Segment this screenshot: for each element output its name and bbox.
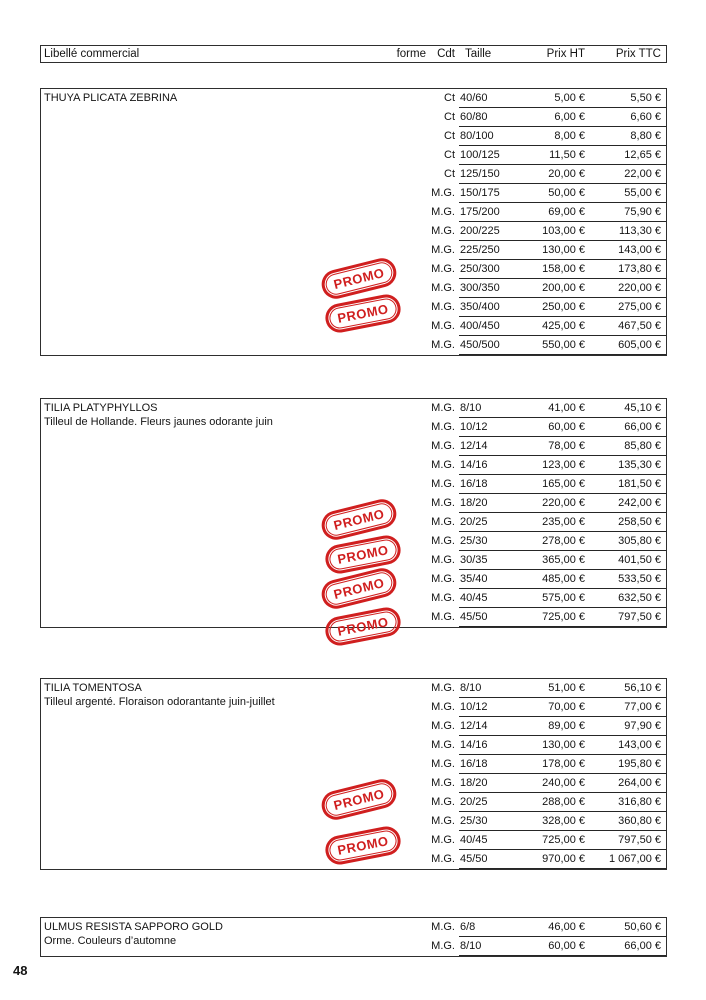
cdt-cell: Ct [444, 149, 455, 161]
prix-ttc-cell: 401,50 € [618, 554, 661, 566]
cdt-cell: M.G. [431, 206, 455, 218]
table-row [41, 336, 666, 355]
cdt-cell: M.G. [431, 554, 455, 566]
prix-ttc-cell: 195,80 € [618, 758, 661, 770]
prix-ttc-cell: 181,50 € [618, 478, 661, 490]
cdt-cell: M.G. [431, 720, 455, 732]
prix-ttc-cell: 632,50 € [618, 592, 661, 604]
product-name: THUYA PLICATA ZEBRINA [44, 92, 178, 104]
product-description: Tilleul argenté. Floraison odorantante juin-juillet [44, 696, 275, 708]
cdt-cell: M.G. [431, 459, 455, 471]
prix-ht-cell: 46,00 € [548, 921, 585, 933]
prix-ttc-cell: 12,65 € [624, 149, 661, 161]
taille-cell: 18/20 [460, 497, 488, 509]
prix-ht-cell: 69,00 € [548, 206, 585, 218]
prix-ttc-cell: 77,00 € [624, 701, 661, 713]
taille-cell: 16/18 [460, 478, 488, 490]
cdt-cell: M.G. [431, 573, 455, 585]
table-row [41, 456, 666, 475]
product-description: Tilleul de Hollande. Fleurs jaunes odorante juin [44, 416, 273, 428]
taille-cell: 250/300 [460, 263, 500, 275]
prix-ttc-cell: 797,50 € [618, 611, 661, 623]
table-row [41, 418, 666, 437]
promo-stamp: PROMO [323, 605, 403, 648]
cdt-cell: M.G. [431, 777, 455, 789]
cdt-cell: M.G. [431, 263, 455, 275]
prix-ttc-cell: 97,90 € [624, 720, 661, 732]
cdt-cell: M.G. [431, 244, 455, 256]
prix-ttc-cell: 5,50 € [630, 92, 661, 104]
prix-ttc-cell: 264,00 € [618, 777, 661, 789]
prix-ttc-cell: 605,00 € [618, 339, 661, 351]
cdt-cell: M.G. [431, 611, 455, 623]
prix-ttc-cell: 1 067,00 € [609, 853, 661, 865]
cdt-cell: M.G. [431, 339, 455, 351]
table-row [41, 399, 666, 418]
taille-cell: 100/125 [460, 149, 500, 161]
prix-ht-cell: 41,00 € [548, 402, 585, 414]
taille-cell: 40/45 [460, 592, 488, 604]
taille-cell: 60/80 [460, 111, 488, 123]
cdt-cell: M.G. [431, 921, 455, 933]
taille-cell: 45/50 [460, 853, 488, 865]
taille-cell: 80/100 [460, 130, 494, 142]
prix-ttc-cell: 467,50 € [618, 320, 661, 332]
table-row [41, 717, 666, 736]
taille-cell: 10/12 [460, 421, 488, 433]
prix-ttc-cell: 75,90 € [624, 206, 661, 218]
product-section [40, 88, 667, 356]
prix-ttc-cell: 66,00 € [624, 421, 661, 433]
cdt-cell: Ct [444, 168, 455, 180]
page-number: 48 [13, 963, 28, 978]
table-row [41, 127, 666, 146]
cdt-cell: M.G. [431, 402, 455, 414]
cdt-cell: M.G. [431, 682, 455, 694]
cdt-cell: M.G. [431, 440, 455, 452]
cdt-cell: M.G. [431, 225, 455, 237]
promo-stamp: PROMO [323, 292, 403, 335]
table-row [41, 437, 666, 456]
cdt-cell: M.G. [431, 516, 455, 528]
prix-ht-cell: 235,00 € [542, 516, 585, 528]
promo-stamp: PROMO [319, 496, 400, 543]
prix-ht-cell: 575,00 € [542, 592, 585, 604]
taille-cell: 125/150 [460, 168, 500, 180]
cdt-cell: M.G. [431, 187, 455, 199]
cdt-cell: M.G. [431, 834, 455, 846]
cdt-cell: M.G. [431, 815, 455, 827]
taille-cell: 30/35 [460, 554, 488, 566]
prix-ht-cell: 485,00 € [542, 573, 585, 585]
table-row [41, 918, 666, 937]
prix-ttc-cell: 305,80 € [618, 535, 661, 547]
prix-ttc-cell: 66,00 € [624, 940, 661, 952]
cdt-cell: M.G. [431, 940, 455, 952]
table-row [41, 755, 666, 774]
prix-ht-cell: 158,00 € [542, 263, 585, 275]
prix-ttc-cell: 45,10 € [624, 402, 661, 414]
prix-ttc-cell: 50,60 € [624, 921, 661, 933]
taille-cell: 16/18 [460, 758, 488, 770]
prix-ttc-cell: 533,50 € [618, 573, 661, 585]
taille-cell: 12/14 [460, 440, 488, 452]
cdt-cell: M.G. [431, 739, 455, 751]
prix-ht-cell: 11,50 € [549, 149, 585, 161]
prix-ttc-cell: 85,80 € [624, 440, 661, 452]
column-header-taille: Taille [465, 48, 492, 60]
prix-ttc-cell: 143,00 € [618, 244, 661, 256]
product-section [40, 678, 667, 870]
table-row [41, 203, 666, 222]
prix-ht-cell: 8,00 € [554, 130, 585, 142]
prix-ht-cell: 425,00 € [542, 320, 585, 332]
column-header-prix-ht: Prix HT [546, 48, 585, 60]
product-section [40, 398, 667, 639]
prix-ht-cell: 970,00 € [542, 853, 585, 865]
prix-ttc-cell: 55,00 € [624, 187, 661, 199]
taille-cell: 45/50 [460, 611, 488, 623]
prix-ht-cell: 725,00 € [542, 611, 585, 623]
prix-ht-cell: 288,00 € [542, 796, 585, 808]
prix-ttc-cell: 275,00 € [618, 301, 661, 313]
table-row [41, 222, 666, 241]
taille-cell: 12/14 [460, 720, 488, 732]
product-name: TILIA TOMENTOSA [44, 682, 142, 694]
table-row [41, 736, 666, 755]
prix-ttc-cell: 8,80 € [630, 130, 661, 142]
cdt-cell: M.G. [431, 478, 455, 490]
prix-ht-cell: 328,00 € [542, 815, 585, 827]
taille-cell: 40/45 [460, 834, 488, 846]
cdt-cell: M.G. [431, 320, 455, 332]
taille-cell: 8/10 [460, 682, 482, 694]
prix-ht-cell: 78,00 € [548, 440, 585, 452]
prix-ht-cell: 103,00 € [542, 225, 585, 237]
product-description: Orme. Couleurs d’automne [44, 935, 177, 947]
table-row [41, 241, 666, 260]
taille-cell: 8/10 [460, 402, 482, 414]
table-row [41, 89, 666, 108]
prix-ht-cell: 165,00 € [542, 478, 585, 490]
taille-cell: 175/200 [460, 206, 500, 218]
taille-cell: 350/400 [460, 301, 500, 313]
table-row [41, 165, 666, 184]
cdt-cell: M.G. [431, 421, 455, 433]
promo-stamp: PROMO [319, 776, 400, 823]
cdt-cell: M.G. [431, 497, 455, 509]
prix-ht-cell: 178,00 € [542, 758, 585, 770]
cdt-cell: M.G. [431, 758, 455, 770]
table-row [41, 679, 666, 698]
prix-ht-cell: 50,00 € [548, 187, 585, 199]
taille-cell: 450/500 [460, 339, 500, 351]
prix-ttc-cell: 797,50 € [618, 834, 661, 846]
prix-ttc-cell: 360,80 € [618, 815, 661, 827]
table-row [41, 184, 666, 203]
prix-ht-cell: 89,00 € [548, 720, 585, 732]
prix-ht-cell: 365,00 € [542, 554, 585, 566]
taille-cell: 10/12 [460, 701, 488, 713]
prix-ht-cell: 20,00 € [548, 168, 585, 180]
product-name: TILIA PLATYPHYLLOS [44, 402, 158, 414]
table-row [41, 937, 666, 956]
prix-ht-cell: 200,00 € [542, 282, 585, 294]
cdt-cell: M.G. [431, 853, 455, 865]
prix-ht-cell: 51,00 € [548, 682, 585, 694]
prix-ht-cell: 130,00 € [542, 244, 585, 256]
taille-cell: 40/60 [460, 92, 488, 104]
taille-cell: 20/25 [460, 796, 488, 808]
column-header-cdt: Cdt [437, 48, 455, 60]
cdt-cell: Ct [444, 111, 455, 123]
cdt-cell: M.G. [431, 701, 455, 713]
taille-cell: 25/30 [460, 815, 488, 827]
prix-ht-cell: 278,00 € [542, 535, 585, 547]
cdt-cell: Ct [444, 92, 455, 104]
prix-ttc-cell: 143,00 € [618, 739, 661, 751]
prix-ttc-cell: 56,10 € [624, 682, 661, 694]
column-header-prix-ttc: Prix TTC [615, 48, 661, 60]
promo-stamp: PROMO [319, 565, 400, 612]
table-row [41, 475, 666, 494]
taille-cell: 35/40 [460, 573, 488, 585]
prix-ht-cell: 550,00 € [542, 339, 585, 351]
prix-ttc-cell: 316,80 € [618, 796, 661, 808]
prix-ttc-cell: 173,80 € [618, 263, 661, 275]
prix-ttc-cell: 242,00 € [618, 497, 661, 509]
product-section [40, 917, 667, 957]
prix-ttc-cell: 220,00 € [618, 282, 661, 294]
prix-ht-cell: 123,00 € [542, 459, 585, 471]
taille-cell: 200/225 [460, 225, 500, 237]
table-row [41, 108, 666, 127]
taille-cell: 6/8 [460, 921, 476, 933]
column-header-forme: forme [396, 48, 426, 60]
taille-cell: 20/25 [460, 516, 488, 528]
prix-ttc-cell: 6,60 € [630, 111, 661, 123]
prix-ttc-cell: 135,30 € [618, 459, 661, 471]
prix-ttc-cell: 113,30 € [618, 225, 661, 237]
promo-stamp: PROMO [323, 824, 403, 867]
prix-ht-cell: 60,00 € [548, 940, 585, 952]
cdt-cell: M.G. [431, 282, 455, 294]
prix-ttc-cell: 22,00 € [624, 168, 661, 180]
price-rows [41, 918, 666, 956]
taille-cell: 225/250 [460, 244, 500, 256]
prix-ht-cell: 6,00 € [554, 111, 585, 123]
cdt-cell: Ct [444, 130, 455, 142]
prix-ht-cell: 250,00 € [542, 301, 585, 313]
cdt-cell: M.G. [431, 535, 455, 547]
taille-cell: 14/16 [460, 459, 488, 471]
column-header-libelle: Libellé commercial [44, 48, 140, 60]
taille-cell: 400/450 [460, 320, 500, 332]
prix-ht-cell: 130,00 € [542, 739, 585, 751]
prix-ht-cell: 60,00 € [548, 421, 585, 433]
promo-stamp: PROMO [319, 255, 400, 302]
table-header [40, 45, 667, 63]
prix-ht-cell: 240,00 € [542, 777, 585, 789]
taille-cell: 14/16 [460, 739, 488, 751]
prix-ht-cell: 220,00 € [542, 497, 585, 509]
taille-cell: 8/10 [460, 940, 482, 952]
promo-stamp: PROMO [323, 533, 403, 576]
taille-cell: 300/350 [460, 282, 500, 294]
cdt-cell: M.G. [431, 301, 455, 313]
product-name: ULMUS RESISTA SAPPORO GOLD [44, 921, 223, 933]
cdt-cell: M.G. [431, 592, 455, 604]
table-row [41, 698, 666, 717]
prix-ht-cell: 70,00 € [548, 701, 585, 713]
prix-ht-cell: 725,00 € [542, 834, 585, 846]
table-row [41, 146, 666, 165]
prix-ht-cell: 5,00 € [554, 92, 585, 104]
taille-cell: 25/30 [460, 535, 488, 547]
taille-cell: 150/175 [460, 187, 500, 199]
prix-ttc-cell: 258,50 € [618, 516, 661, 528]
cdt-cell: M.G. [431, 796, 455, 808]
taille-cell: 18/20 [460, 777, 488, 789]
